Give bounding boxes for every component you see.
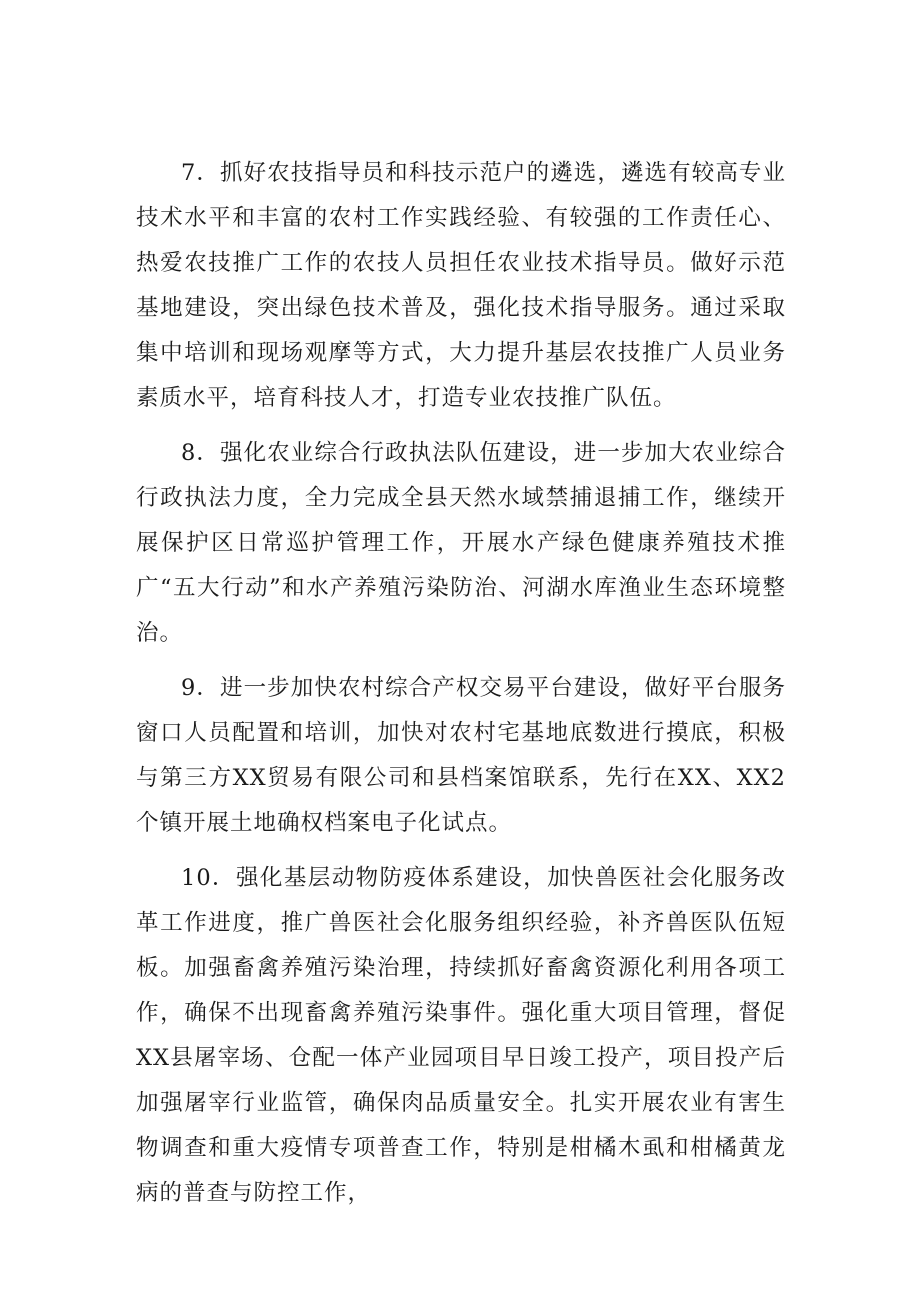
paragraph-9: 9．进一步加快农村综合产权交易平台建设，做好平台服务窗口人员配置和培训，加快对农村宅基地底数进行摸底，积极与第三方XX贸易有限公司和县档案馆联系，先行在XX、XX2个镇开展土地确权档案电子化试点。 (136, 675, 786, 836)
paragraph-10: 10．强化基层动物防疫体系建设，加快兽医社会化服务改革工作进度，推广兽医社会化服务组织经验，补齐兽医队伍短板。加强畜禽养殖污染治理，持续抓好畜禽资源化利用各项工作，确保不出现畜禽养殖污染事件。强化重大项目管理，督促XX县屠宰场、仓配一体产业园项目早日竣工投产，项目投产后加强屠宰行业监管，确保肉品质量安全。扎实开展农业有害生物调查和重大疫情专项普查工作，特别是柑橘木虱和柑橘黄龙病的普查与防控工作， (136, 865, 786, 1206)
document-body (136, 151, 786, 1216)
paragraph-8: 8．强化农业综合行政执法队伍建设，进一步加大农业综合行政执法力度，全力完成全县天然水域禁捕退捕工作，继续开展保护区日常巡护管理工作，开展水产绿色健康养殖技术推广“五大行动”和水产养殖污染防治、河湖水库渔业生态环境整治。 (136, 440, 786, 646)
paragraph-7: 7．抓好农技指导员和科技示范户的遴选，遴选有较高专业技术水平和丰富的农村工作实践经验、有较强的工作责任心、热爱农技推广工作的农技人员担任农业技术指导员。做好示范基地建设，突出绿色技术普及，强化技术指导服务。通过采取集中培训和现场观摩等方式，大力提升基层农技推广人员业务素质水平，培育科技人才，打造专业农技推广队伍。 (136, 160, 786, 411)
